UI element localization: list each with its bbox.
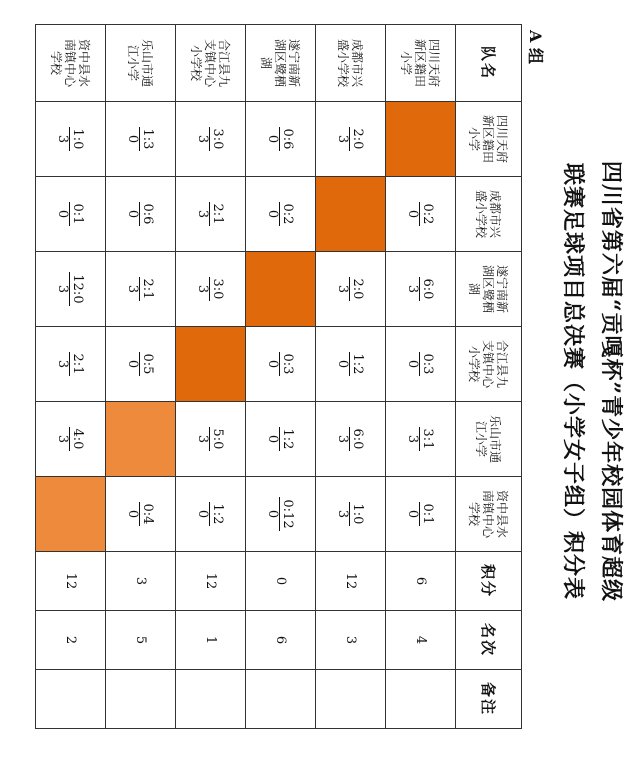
row-team-name: 遂宁南新湖区鹭栖湖 bbox=[246, 25, 316, 102]
match-result-cell bbox=[176, 402, 246, 477]
match-result-cell bbox=[386, 402, 456, 477]
match-points: 3 bbox=[55, 359, 71, 369]
group-label: A 组 bbox=[526, 30, 545, 64]
match-points: 3 bbox=[335, 134, 351, 144]
points-cell: 12 bbox=[316, 552, 386, 611]
col-team-header: 四川天府新区籍田小学 bbox=[456, 102, 522, 177]
match-result-cell bbox=[316, 327, 386, 402]
col-team-header: 资中县水南镇中心学校 bbox=[456, 477, 522, 552]
notes-header: 备注 bbox=[456, 670, 522, 729]
points-cell: 6 bbox=[386, 552, 456, 611]
match-points: 0 bbox=[125, 359, 141, 369]
match-score: 0:6 bbox=[140, 203, 156, 225]
match-score: 0:3 bbox=[420, 353, 436, 375]
match-points: 0 bbox=[125, 134, 141, 144]
notes-cell bbox=[176, 670, 246, 729]
points-cell: 0 bbox=[246, 552, 316, 611]
match-score: 1:0 bbox=[70, 128, 86, 150]
self-match-cell bbox=[106, 402, 176, 477]
match-score: 3:1 bbox=[420, 428, 436, 450]
match-points: 3 bbox=[195, 209, 211, 219]
row-team-name: 合江县九支镇中心小学校 bbox=[176, 25, 246, 102]
row-team-name: 成都市兴盛小学校 bbox=[316, 25, 386, 102]
table-row bbox=[106, 25, 176, 729]
match-points: 0 bbox=[125, 509, 141, 519]
match-score: 1:2 bbox=[210, 503, 226, 525]
match-points: 0 bbox=[55, 209, 71, 219]
table-row bbox=[316, 25, 386, 729]
match-points: 3 bbox=[195, 134, 211, 144]
match-score: 12:0 bbox=[70, 274, 86, 304]
match-result-cell bbox=[106, 177, 176, 252]
col-team-header: 乐山市通江小学 bbox=[456, 402, 522, 477]
match-result-cell bbox=[246, 402, 316, 477]
match-result-cell bbox=[246, 327, 316, 402]
match-points: 0 bbox=[265, 359, 281, 369]
match-score: 1:0 bbox=[350, 503, 366, 525]
match-score: 0:1 bbox=[420, 503, 436, 525]
col-team-header: 遂宁南新湖区鹭栖湖 bbox=[456, 252, 522, 327]
rank-header: 名次 bbox=[456, 611, 522, 670]
table-row bbox=[386, 25, 456, 729]
match-points: 0 bbox=[335, 359, 351, 369]
col-team-header: 成都市兴盛小学校 bbox=[456, 177, 522, 252]
notes-cell bbox=[246, 670, 316, 729]
match-score: 1:2 bbox=[280, 428, 296, 450]
match-result-cell bbox=[316, 402, 386, 477]
match-points: 0 bbox=[405, 359, 421, 369]
self-match-cell bbox=[316, 177, 386, 252]
match-points: 0 bbox=[125, 209, 141, 219]
match-score: 4:0 bbox=[70, 428, 86, 450]
match-score: 6:0 bbox=[350, 428, 366, 450]
table-row bbox=[176, 25, 246, 729]
points-header: 积分 bbox=[456, 552, 522, 611]
match-result-cell bbox=[246, 477, 316, 552]
rank-cell: 5 bbox=[106, 611, 176, 670]
col-team-header: 合江县九支镇中心小学校 bbox=[456, 327, 522, 402]
points-cell: 3 bbox=[106, 552, 176, 611]
match-points: 0 bbox=[405, 509, 421, 519]
match-result-cell bbox=[176, 477, 246, 552]
rank-cell: 1 bbox=[176, 611, 246, 670]
match-score: 0:6 bbox=[280, 128, 296, 150]
match-score: 1:3 bbox=[140, 128, 156, 150]
match-points: 3 bbox=[195, 434, 211, 444]
match-points: 0 bbox=[405, 209, 421, 219]
match-score: 0:1 bbox=[70, 203, 86, 225]
match-result-cell bbox=[106, 102, 176, 177]
match-score: 2:1 bbox=[210, 203, 226, 225]
notes-cell bbox=[386, 670, 456, 729]
header-row bbox=[456, 25, 522, 729]
match-points: 3 bbox=[405, 434, 421, 444]
match-result-cell bbox=[36, 102, 106, 177]
rank-cell: 4 bbox=[386, 611, 456, 670]
match-points: 3 bbox=[55, 134, 71, 144]
match-result-cell bbox=[36, 402, 106, 477]
match-result-cell bbox=[106, 477, 176, 552]
match-points: 3 bbox=[405, 284, 421, 294]
match-score: 0:12 bbox=[280, 499, 296, 529]
notes-cell bbox=[106, 670, 176, 729]
row-team-name: 资中县水南镇中心学校 bbox=[36, 25, 106, 102]
points-cell: 12 bbox=[36, 552, 106, 611]
table-row bbox=[246, 25, 316, 729]
match-points: 0 bbox=[195, 509, 211, 519]
title-line-2: 联赛足球项目总决赛（小学女子组）积分表 bbox=[560, 162, 586, 600]
match-result-cell bbox=[386, 327, 456, 402]
match-points: 3 bbox=[55, 434, 71, 444]
match-points: 3 bbox=[335, 434, 351, 444]
match-result-cell bbox=[36, 177, 106, 252]
match-points: 3 bbox=[335, 284, 351, 294]
match-score: 3:0 bbox=[210, 278, 226, 300]
self-match-cell bbox=[36, 477, 106, 552]
rank-cell: 6 bbox=[246, 611, 316, 670]
standings-table bbox=[35, 24, 522, 729]
match-result-cell bbox=[176, 252, 246, 327]
match-result-cell bbox=[106, 327, 176, 402]
match-points: 3 bbox=[335, 509, 351, 519]
match-score: 2:1 bbox=[140, 278, 156, 300]
match-score: 0:2 bbox=[280, 203, 296, 225]
match-result-cell bbox=[386, 252, 456, 327]
title-line-1: 四川省第六届“贡嘎杯”青少年校园体育超级 bbox=[598, 160, 624, 603]
match-score: 2:1 bbox=[70, 353, 86, 375]
notes-cell bbox=[36, 670, 106, 729]
rank-cell: 3 bbox=[316, 611, 386, 670]
match-score: 0:5 bbox=[140, 353, 156, 375]
self-match-cell bbox=[386, 102, 456, 177]
row-team-name: 四川天府新区籍田小学 bbox=[386, 25, 456, 102]
match-score: 5:0 bbox=[210, 428, 226, 450]
match-points: 0 bbox=[265, 509, 281, 519]
match-result-cell bbox=[246, 102, 316, 177]
match-points: 0 bbox=[265, 434, 281, 444]
match-result-cell bbox=[36, 252, 106, 327]
match-result-cell bbox=[176, 102, 246, 177]
match-score: 0:3 bbox=[280, 353, 296, 375]
match-points: 0 bbox=[265, 209, 281, 219]
match-points: 3 bbox=[125, 284, 141, 294]
self-match-cell bbox=[176, 327, 246, 402]
match-points: 0 bbox=[265, 134, 281, 144]
match-score: 3:0 bbox=[210, 128, 226, 150]
points-cell: 12 bbox=[176, 552, 246, 611]
match-result-cell bbox=[386, 477, 456, 552]
match-result-cell bbox=[246, 177, 316, 252]
table-row bbox=[36, 25, 106, 729]
match-result-cell bbox=[176, 177, 246, 252]
match-score: 6:0 bbox=[420, 278, 436, 300]
match-points: 3 bbox=[55, 284, 71, 294]
match-points: 3 bbox=[195, 284, 211, 294]
match-score: 0:4 bbox=[140, 503, 156, 525]
match-result-cell bbox=[36, 327, 106, 402]
match-result-cell bbox=[316, 102, 386, 177]
match-result-cell bbox=[106, 252, 176, 327]
rank-cell: 2 bbox=[36, 611, 106, 670]
match-score: 2:0 bbox=[350, 278, 366, 300]
row-team-name: 乐山市通江小学 bbox=[106, 25, 176, 102]
self-match-cell bbox=[246, 252, 316, 327]
match-result-cell bbox=[386, 177, 456, 252]
match-result-cell bbox=[316, 477, 386, 552]
match-result-cell bbox=[316, 252, 386, 327]
match-score: 2:0 bbox=[350, 128, 366, 150]
match-score: 0:2 bbox=[420, 203, 436, 225]
match-score: 1:2 bbox=[350, 353, 366, 375]
notes-cell bbox=[316, 670, 386, 729]
team-header: 队名 bbox=[456, 25, 522, 102]
